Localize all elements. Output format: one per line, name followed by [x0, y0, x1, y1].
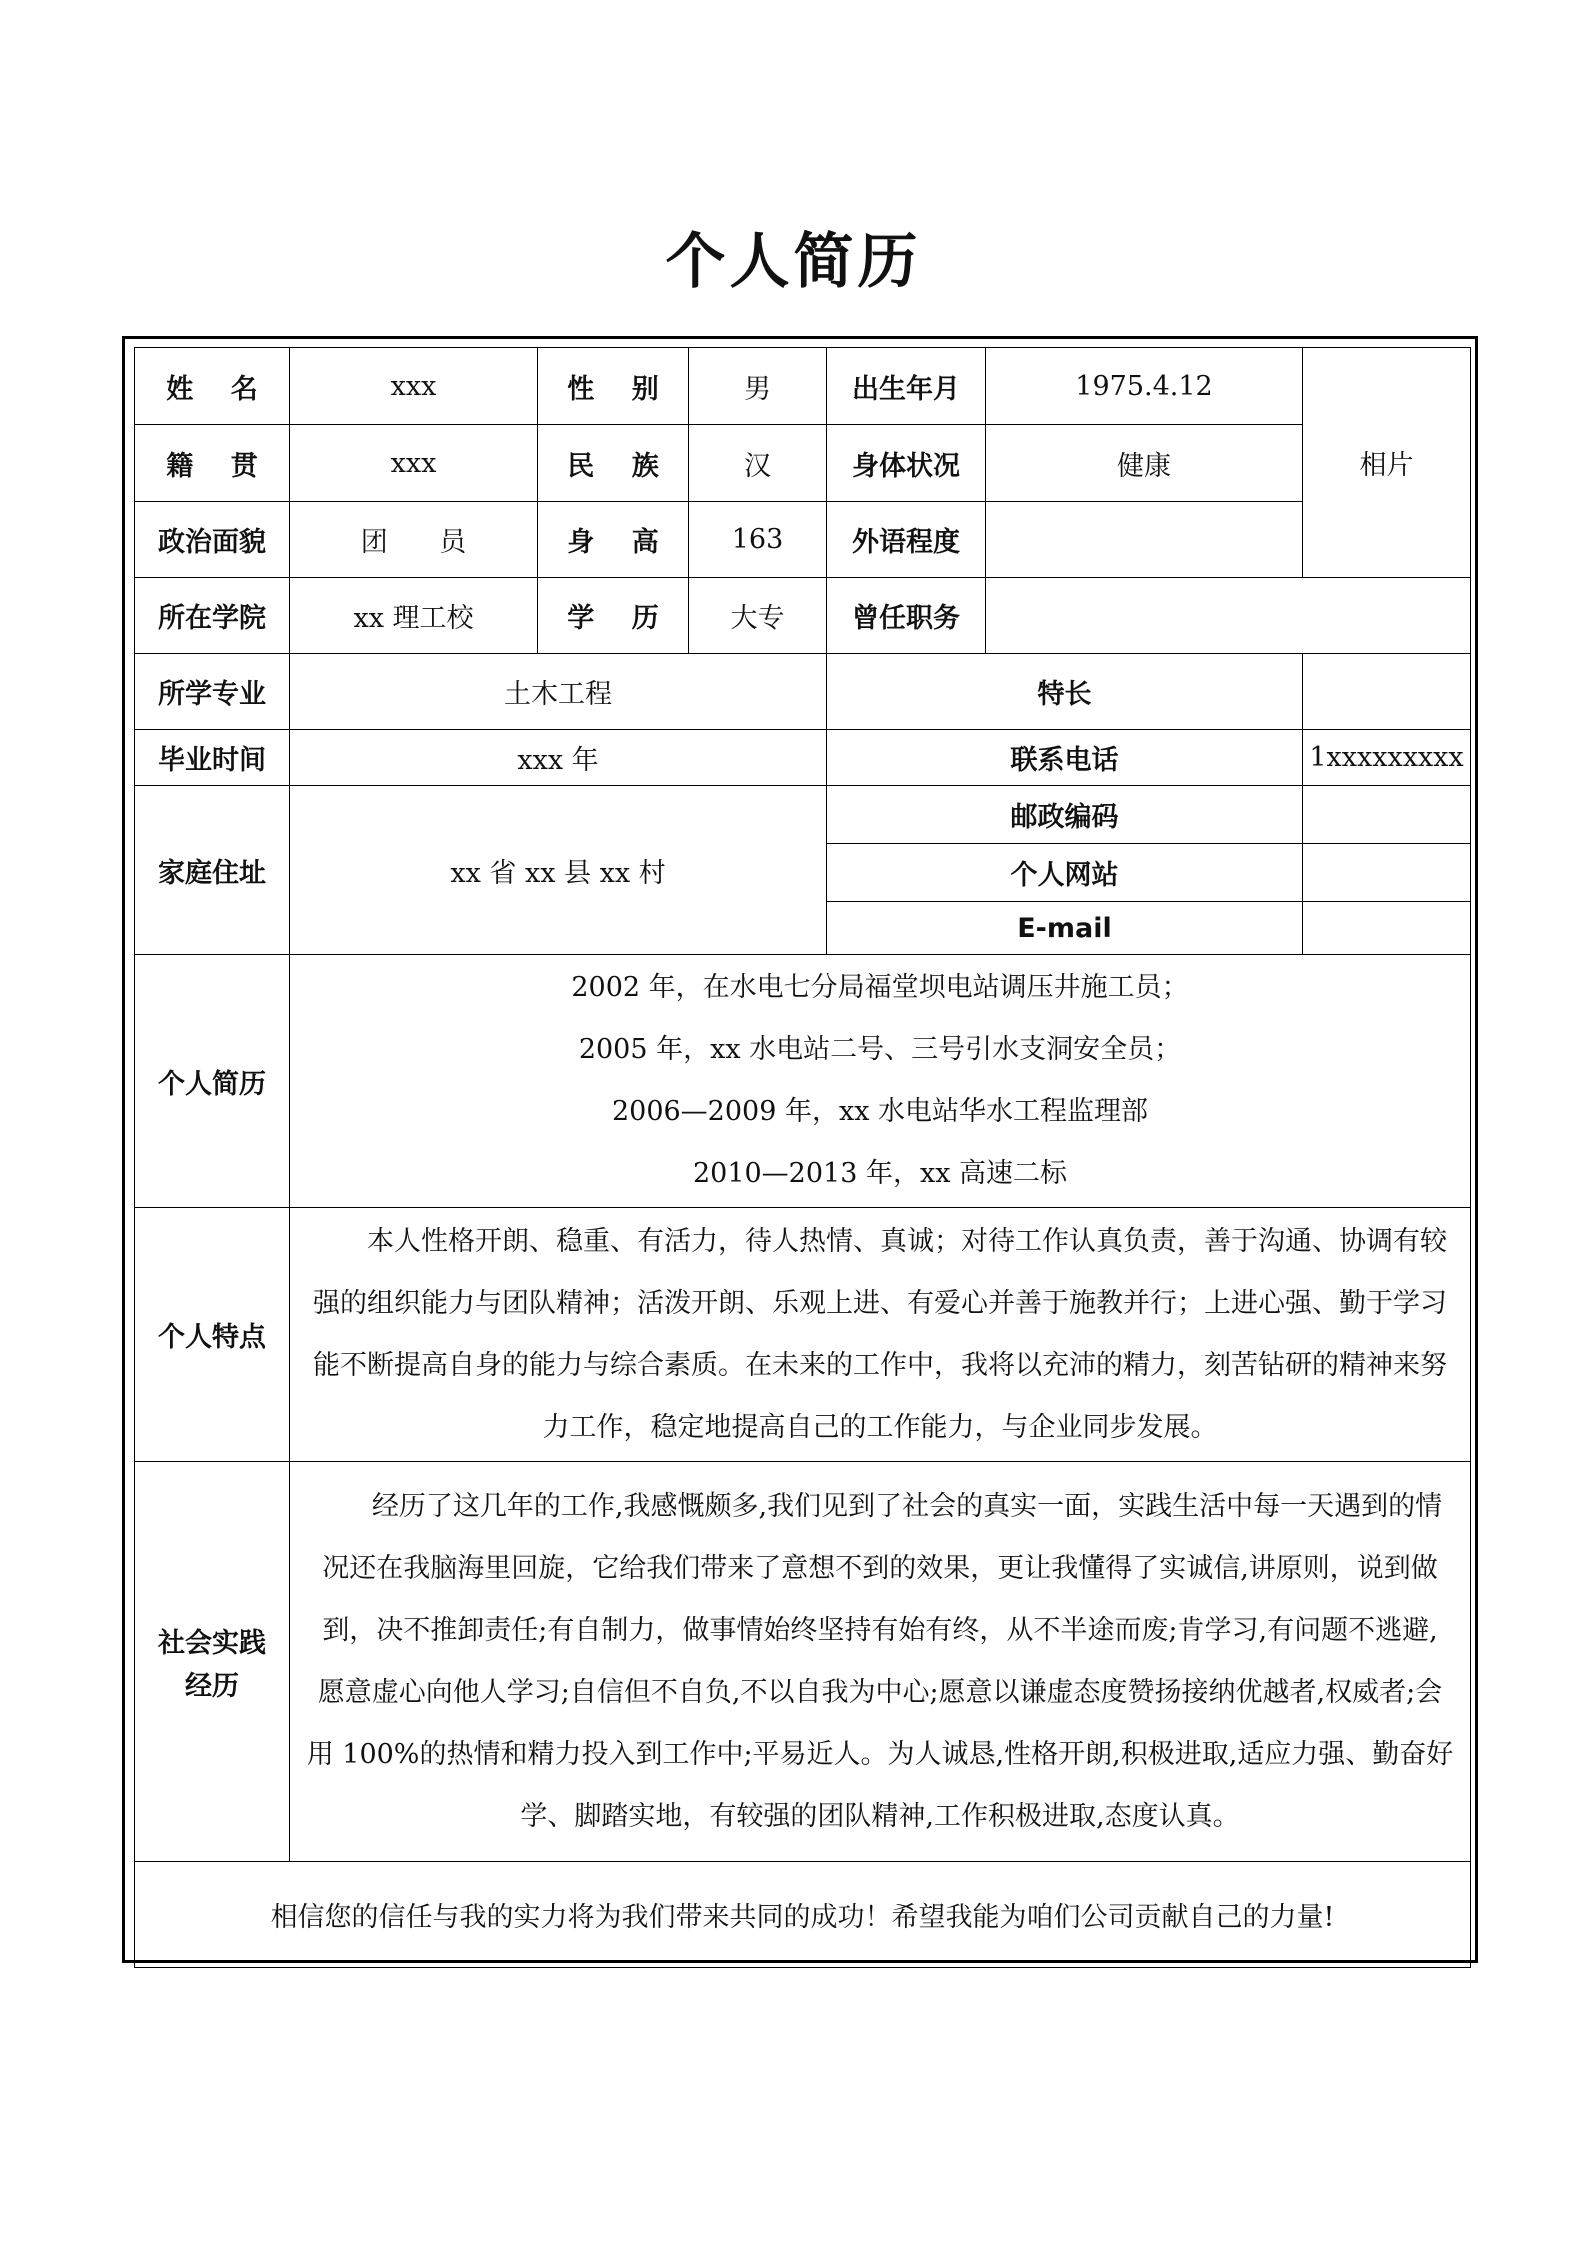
- traits-line: 强的组织能力与团队精神；活泼开朗、乐观上进、有爱心并善于施教并行；上进心强、勤于学习: [313, 1287, 1447, 1319]
- traits-line: 力工作，稳定地提高自己的工作能力，与企业同步发展。: [542, 1411, 1218, 1443]
- label-education: 学 历: [538, 578, 689, 654]
- row-graduation: [135, 730, 1471, 786]
- value-birth: 1975.4.12: [986, 348, 1303, 425]
- row-major: [135, 654, 1471, 730]
- label-former-post: 曾任职务: [827, 578, 986, 654]
- label-major: 所学专业: [135, 654, 290, 730]
- label-postcode: 邮政编码: [827, 786, 1303, 844]
- resume-line: 2005 年，xx 水电站二号、三号引水支洞安全员；: [578, 1034, 1182, 1065]
- practice-line: 愿意虚心向他人学习;自信但不自负,不以自我为中心;愿意以谦虚态度赞扬接纳优越者,权威者;会: [317, 1676, 1443, 1708]
- value-name: xxx: [290, 348, 538, 425]
- value-gender: 男: [689, 348, 827, 425]
- label-birth: 出生年月: [827, 348, 986, 425]
- value-language: [986, 502, 1303, 578]
- label-hometown: 籍 贯: [135, 425, 290, 502]
- resume-line: 2010—2013 年，xx 高速二标: [692, 1158, 1068, 1189]
- label-height: 身 高: [538, 502, 689, 578]
- label-phone: 联系电话: [827, 730, 1303, 786]
- value-address: xx 省 xx 县 xx 村: [290, 786, 827, 955]
- label-name: 姓 名: [135, 348, 290, 425]
- value-major: 土木工程: [290, 654, 827, 730]
- row-political: [135, 502, 1471, 578]
- label-ethnicity: 民 族: [538, 425, 689, 502]
- value-political: 团 员: [290, 502, 538, 578]
- label-address: 家庭住址: [135, 786, 290, 955]
- label-health: 身体状况: [827, 425, 986, 502]
- label-language: 外语程度: [827, 502, 986, 578]
- label-traits: 个人特点: [135, 1208, 290, 1462]
- value-hometown: xxx: [290, 425, 538, 502]
- row-traits: [135, 1208, 1471, 1462]
- label-practice-line-1: 社会实践: [158, 1627, 266, 1659]
- resume-line: 2006—2009 年，xx 水电站华水工程监理部: [611, 1096, 1149, 1127]
- value-website: [1303, 844, 1471, 902]
- value-health: 健康: [986, 425, 1303, 502]
- resume-table: [134, 347, 1471, 1968]
- traits-line: 本人性格开朗、稳重、有活力，待人热情、真诚；对待工作认真负责，善于沟通、协调有较: [367, 1225, 1447, 1257]
- practice-line: 学、脚踏实地，有较强的团队精神,工作积极进取,态度认真。: [520, 1800, 1240, 1832]
- row-name: [135, 348, 1471, 425]
- value-former-post: [986, 578, 1471, 654]
- label-gender: 性 别: [538, 348, 689, 425]
- row-closing: [135, 1862, 1471, 1968]
- traits-line: 能不断提高自身的能力与综合素质。在未来的工作中，我将以充沛的精力，刻苦钻研的精神来努: [313, 1349, 1447, 1381]
- value-graduation: xxx 年: [290, 730, 827, 786]
- label-website: 个人网站: [827, 844, 1303, 902]
- label-political: 政治面貌: [135, 502, 290, 578]
- value-education: 大专: [689, 578, 827, 654]
- value-height: 163: [689, 502, 827, 578]
- value-email: [1303, 902, 1471, 955]
- row-practice: [135, 1462, 1471, 1862]
- label-practice-line-2: 经历: [185, 1670, 239, 1702]
- value-ethnicity: 汉: [689, 425, 827, 502]
- value-specialty: [1303, 654, 1471, 730]
- label-email: E-mail: [827, 902, 1303, 955]
- page-title: 个人简历: [665, 227, 922, 297]
- value-phone: 1xxxxxxxxx: [1303, 730, 1471, 786]
- practice-paragraph: [290, 1462, 1471, 1862]
- traits-paragraph: [290, 1208, 1471, 1462]
- practice-line: 经历了这几年的工作,我感慨颇多,我们见到了社会的真实一面，实践生活中每一天遇到的情: [371, 1490, 1443, 1522]
- resume-line: 2002 年，在水电七分局福堂坝电站调压井施工员；: [571, 972, 1189, 1003]
- photo-placeholder: 相片: [1303, 348, 1471, 578]
- practice-line: 到，决不推卸责任;有自制力，做事情始终坚持有始有终，从不半途而废;肯学习,有问题不逃避,: [322, 1614, 1438, 1646]
- value-college: xx 理工校: [290, 578, 538, 654]
- closing-statement: 相信您的信任与我的实力将为我们带来共同的成功！希望我能为咱们公司贡献自己的力量!: [135, 1862, 1471, 1968]
- label-practice: [135, 1462, 290, 1862]
- practice-line: 况还在我脑海里回旋，它给我们带来了意想不到的效果，更让我懂得了实诚信,讲原则，说到做: [322, 1552, 1438, 1584]
- value-postcode: [1303, 786, 1471, 844]
- row-resume: [135, 955, 1471, 1208]
- practice-line: 用 100%的热情和精力投入到工作中;平易近人。为人诚恳,性格开朗,积极进取,适应力强、勤奋好: [306, 1738, 1454, 1770]
- label-specialty: 特长: [827, 654, 1303, 730]
- label-resume: 个人简历: [135, 955, 290, 1208]
- label-graduation: 毕业时间: [135, 730, 290, 786]
- row-postcode: [135, 786, 1471, 844]
- row-hometown: [135, 425, 1471, 502]
- label-college: 所在学院: [135, 578, 290, 654]
- row-college: [135, 578, 1471, 654]
- resume-history: [290, 955, 1471, 1208]
